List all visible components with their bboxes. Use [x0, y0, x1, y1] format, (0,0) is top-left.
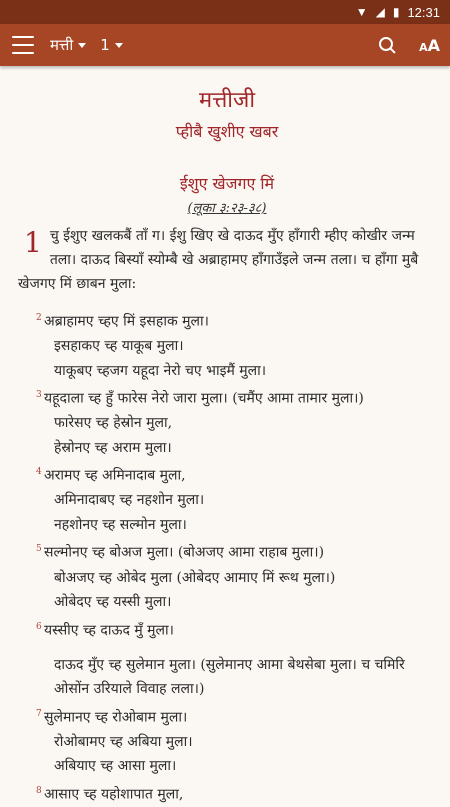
verse-number: 6	[36, 621, 42, 632]
verse-text: यहूदाला च्ह हुँ फारेस नेरो जारा मुला। (चमैंए आमा तामार मुला।)	[44, 390, 364, 407]
verse-text: सुलेमानए च्ह रोओबाम मुला।	[44, 709, 188, 726]
verse-text: सल्मोनए च्ह बोअज मुला। (बोअजए आमा राहाब मुला।)	[44, 545, 325, 562]
book-title: मत्तीजी	[198, 88, 256, 113]
verse-number: 2	[36, 313, 42, 323]
verse-text: आसाए च्ह यहोशापात मुला,	[44, 786, 184, 803]
verse-number: 3	[36, 390, 42, 401]
book-subtitle: प्हीबै खुशीए खबर	[175, 122, 279, 141]
verse-line[interactable]	[18, 460, 436, 488]
genealogy-list	[18, 306, 436, 807]
search-icon[interactable]	[377, 35, 397, 55]
verse-number: 7	[36, 708, 42, 719]
verse-text: बोअजए च्ह ओबेद मुला (ओबेदए आमाए मिं रूथ मुला।)	[54, 569, 336, 586]
verse-line[interactable]	[18, 383, 436, 411]
status-time: 12:31	[407, 4, 440, 20]
verse-line[interactable]	[18, 754, 436, 779]
stanza-gap	[18, 643, 436, 653]
cross-reference-link[interactable]: (लूका ३:२३-३८)	[187, 201, 267, 216]
verse-line[interactable]	[18, 436, 436, 461]
verse-text: अब्राहामए च्हए मिं इसहाक मुला।	[44, 313, 209, 330]
verse-line[interactable]	[18, 334, 436, 359]
verse-text: अमिनादाबए च्ह नहशोन मुला।	[54, 492, 205, 509]
battery-icon: ▮	[392, 5, 400, 19]
chevron-down-icon	[78, 43, 86, 48]
verse-text: हेस्रोनए च्ह अराम मुला।	[54, 439, 172, 456]
verse-1-text[interactable]: चु ईशुए खलकबैं ताँ ग। ईशु खिए खे दाऊद मुँए हाँगारी म्हीए कोखीर जन्म तला। दाऊद बिस्याँ स्योम्बै खे अब्राहामए हाँगाउँइले जन्म तला। च हाँगा मुबै खेजगए मिं छाबन मुला:	[18, 228, 419, 292]
verse-text: यस्सीए च्ह दाऊद मुँ मुला।	[44, 622, 174, 639]
verse-number: 5	[36, 544, 42, 555]
verse-line[interactable]	[18, 730, 436, 755]
verse-text: दाऊद मुँए च्ह सुलेमान मुला। (सुलेमानए आमा बेथसेबा मुला। च चमिरि ओसोंन उरियाले विवाह लला।)	[54, 656, 405, 698]
book-name: मत्ती	[50, 36, 74, 54]
signal-icon: ◢	[375, 5, 385, 19]
verse-line[interactable]	[18, 653, 436, 702]
verse-text: ओबेदए च्ह यस्सी मुला।	[54, 594, 172, 611]
verse-line[interactable]	[18, 615, 436, 643]
text-size-icon[interactable]: AA	[419, 35, 440, 55]
verse-text: याकूबए च्हजग यहूदा नेरो चए भाइमैं मुला।	[54, 362, 267, 379]
verse-text: फारेसए च्ह हेस्रोन मुला,	[54, 415, 173, 432]
verse-line[interactable]	[18, 779, 436, 807]
verse-line[interactable]	[18, 306, 436, 334]
verse-line[interactable]	[18, 590, 436, 615]
verse-text: अरामए च्ह अमिनादाब मुला,	[44, 467, 186, 484]
verse-line[interactable]	[18, 411, 436, 436]
reader-content	[0, 66, 450, 807]
verse-line[interactable]	[18, 566, 436, 591]
verse-number: 4	[36, 467, 42, 478]
chapter-selector[interactable]	[100, 36, 123, 54]
app-bar	[0, 24, 450, 66]
book-selector[interactable]	[50, 35, 86, 55]
verse-number: 8	[36, 785, 42, 796]
section-heading: ईशुए खेजगए मिं	[179, 174, 275, 193]
verse-text: अबियाए च्ह आसा मुला।	[54, 758, 177, 775]
wifi-icon: ▼	[355, 5, 368, 19]
intro-paragraph	[18, 224, 436, 296]
status-bar	[0, 0, 450, 24]
verse-text: रोओबामए च्ह अबिया मुला।	[54, 733, 193, 750]
chapter-number: 1	[24, 226, 42, 259]
chevron-down-icon	[115, 43, 123, 48]
verse-line[interactable]	[18, 513, 436, 538]
verse-line[interactable]	[18, 702, 436, 730]
verse-text: नहशोनए च्ह सल्मोन मुला।	[54, 516, 187, 533]
chapter-name: 1	[100, 36, 110, 54]
verse-line[interactable]	[18, 488, 436, 513]
menu-icon[interactable]	[12, 36, 34, 54]
verse-line[interactable]	[18, 359, 436, 384]
verse-text: इसहाकए च्ह याकूब मुला।	[54, 338, 184, 355]
verse-line[interactable]	[18, 537, 436, 565]
